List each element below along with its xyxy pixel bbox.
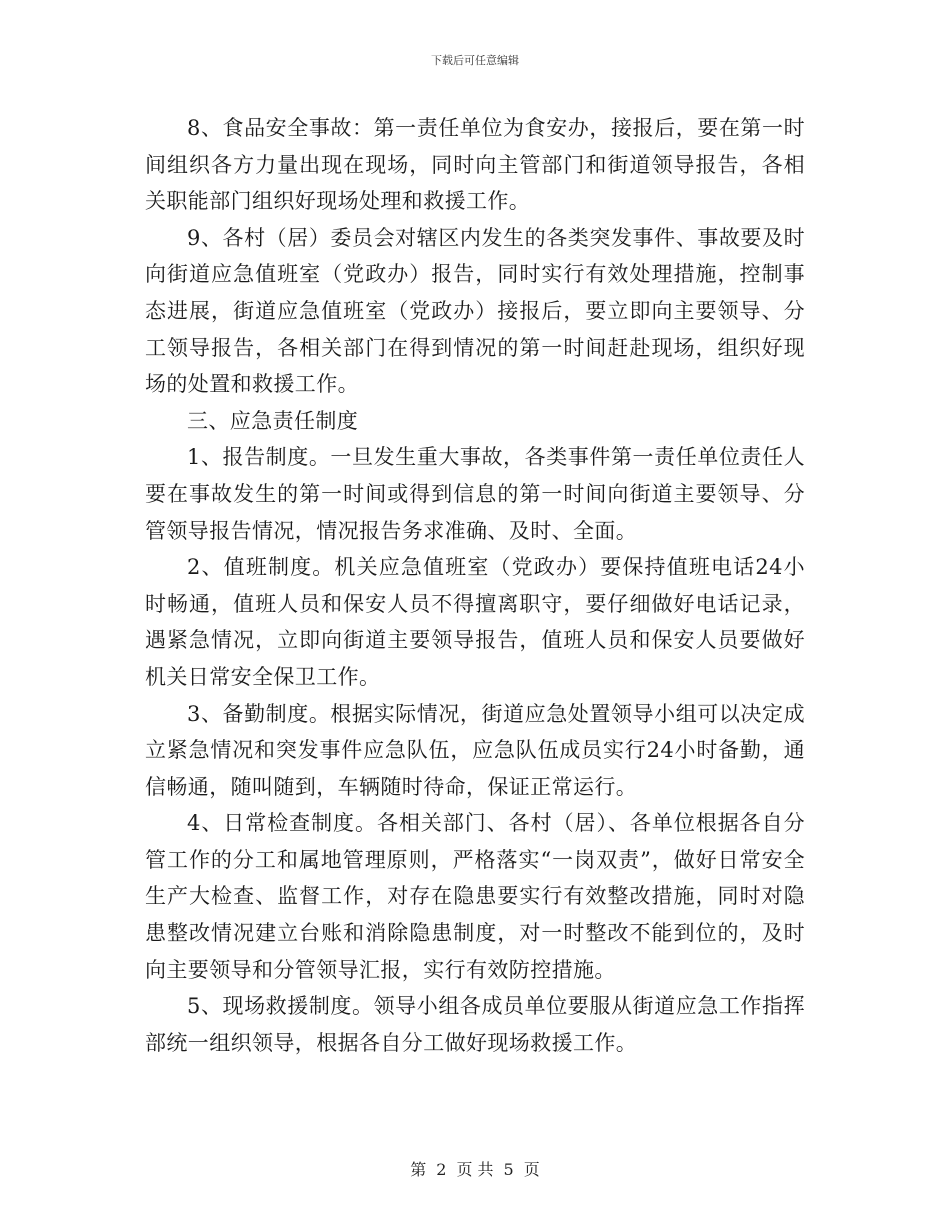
footer-suffix: 页 [523,1160,540,1179]
paragraph-duty-system: 2、值班制度。机关应急值班室（党政办）要保持值班电话24小时畅通，值班人员和保安人员不得擅离职守，要仔细做好电话记录，遇紧急情况，立即向街道主要领导报告，值班人员和保安人员要做好机关日常安全保卫工作。 [145,555,805,689]
footer-mid: 页 共 [456,1160,494,1179]
paragraph-inspection-system: 4、日常检查制度。各相关部门、各村（居）、各单位根据各自分管工作的分工和属地管理原则，严格落实“一岗双责”，做好日常安全生产大检查、监督工作，对存在隐患要实行有效整改措施，同时对隐患整改情况建立台账和消除隐患制度，对一时整改不能到位的，及时向主要领导和分管领导汇报，实行有效防控措施。 [145,811,805,982]
paragraph-item-8: 8、食品安全事故：第一责任单位为食安办，接报后，要在第一时间组织各方力量出现在现场，同时向主管部门和街道领导报告，各相关职能部门组织好现场处理和救援工作。 [145,116,805,214]
footer-page-number: 2 [436,1160,447,1179]
footer-total-pages: 5 [503,1160,514,1179]
page-header: 下载后可任意编辑 [431,54,519,67]
paragraph-item-9: 9、各村（居）委员会对辖区内发生的各类突发事件、事故要及时向街道应急值班室（党政办）报告，同时实行有效处理措施，控制事态进展，街道应急值班室（党政办）接报后，要立即向主要领导、分工领导报告，各相关部门在得到情况的第一时间赶赴现场，组织好现场的处置和救援工作。 [145,225,805,397]
paragraph-report-system: 1、报告制度。一旦发生重大事故，各类事件第一责任单位责任人要在事故发生的第一时间或得到信息的第一时间向街道主要领导、分管领导报告情况，情况报告务求准确、及时、全面。 [145,445,805,543]
paragraph-standby-system: 3、备勤制度。根据实际情况，街道应急处置领导小组可以决定成立紧急情况和突发事件应急队伍，应急队伍成员实行24小时备勤，通信畅通，随叫随到，车辆随时待命，保证正常运行。 [145,701,805,799]
page-footer [0,1157,950,1180]
section-heading-3: 三、应急责任制度 [187,408,359,433]
document-body [145,110,805,1061]
paragraph-rescue-system: 5、现场救援制度。领导小组各成员单位要服从街道应急工作指挥部统一组织领导，根据各自分工做好现场救援工作。 [145,994,805,1055]
footer-prefix: 第 [410,1160,427,1179]
